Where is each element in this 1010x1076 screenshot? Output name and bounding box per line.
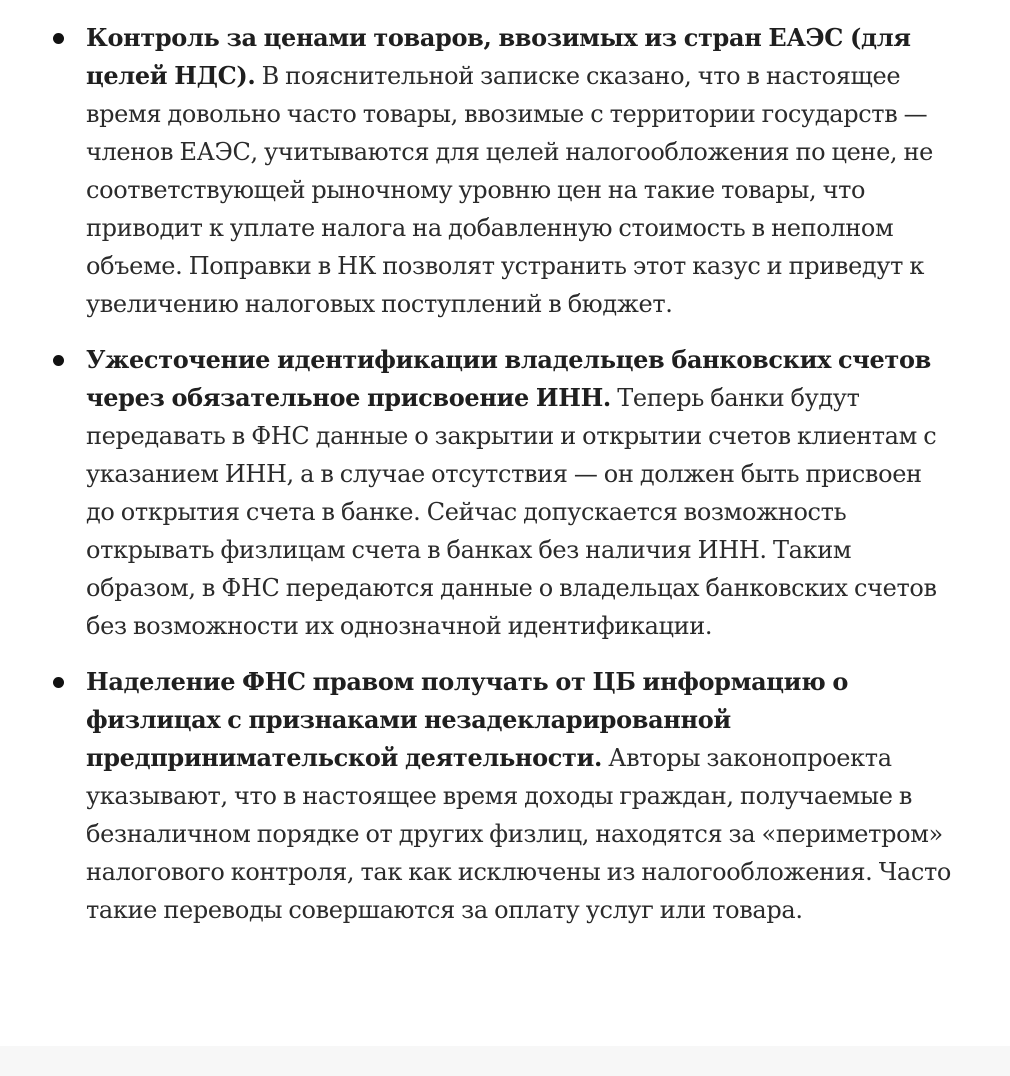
list-item: [86, 341, 956, 645]
bullet-dot-icon: [53, 677, 64, 688]
item-body: Авторы законопроекта указывают, что в настоящее время доходы граждан, получаемые в безналичном порядке от других физлиц, находятся за «периметром» налогового контроля, так как исключены из налогообложения. Часто такие переводы совершаются за оплату услуг или товара.: [86, 744, 951, 924]
list-item: [86, 663, 956, 929]
item-title: Контроль за ценами товаров, ввозимых из стран ЕАЭС (для целей НДС).: [86, 23, 911, 90]
item-body: Теперь банки будут передавать в ФНС данные о закрытии и открытии счетов клиентам с указанием ИНН, а в случае отсутствия — он должен быть присвоен до открытия счета в банке. Сейчас допускается возможность открывать физлицам счета в банках без наличия ИНН. Таким образом, в ФНС передаются данные о владельцах банковских счетов без возможности их однозначной идентификации.: [86, 384, 937, 640]
bullet-list: [86, 19, 956, 929]
list-item: [86, 19, 956, 323]
bullet-dot-icon: [53, 355, 64, 366]
bullet-dot-icon: [53, 33, 64, 44]
page-bottom-strip: [0, 1046, 1010, 1076]
item-body: В пояснительной записке сказано, что в настоящее время довольно часто товары, ввозимые с территории государств — членов ЕАЭС, учитываются для целей налогообложения по цене, не соответствующей рыночному уровню цен на такие товары, что приводит к уплате налога на добавленную стоимость в неполном объеме. Поправки в НК позволят устранить этот казус и приведут к увеличению налоговых поступлений в бюджет.: [86, 62, 933, 318]
item-title: Ужесточение идентификации владельцев банковских счетов через обязательное присвоение ИНН.: [86, 345, 931, 412]
item-title: Наделение ФНС правом получать от ЦБ информацию о физлицах с признаками незадекларированной предпринимательской деятельности.: [86, 667, 849, 772]
